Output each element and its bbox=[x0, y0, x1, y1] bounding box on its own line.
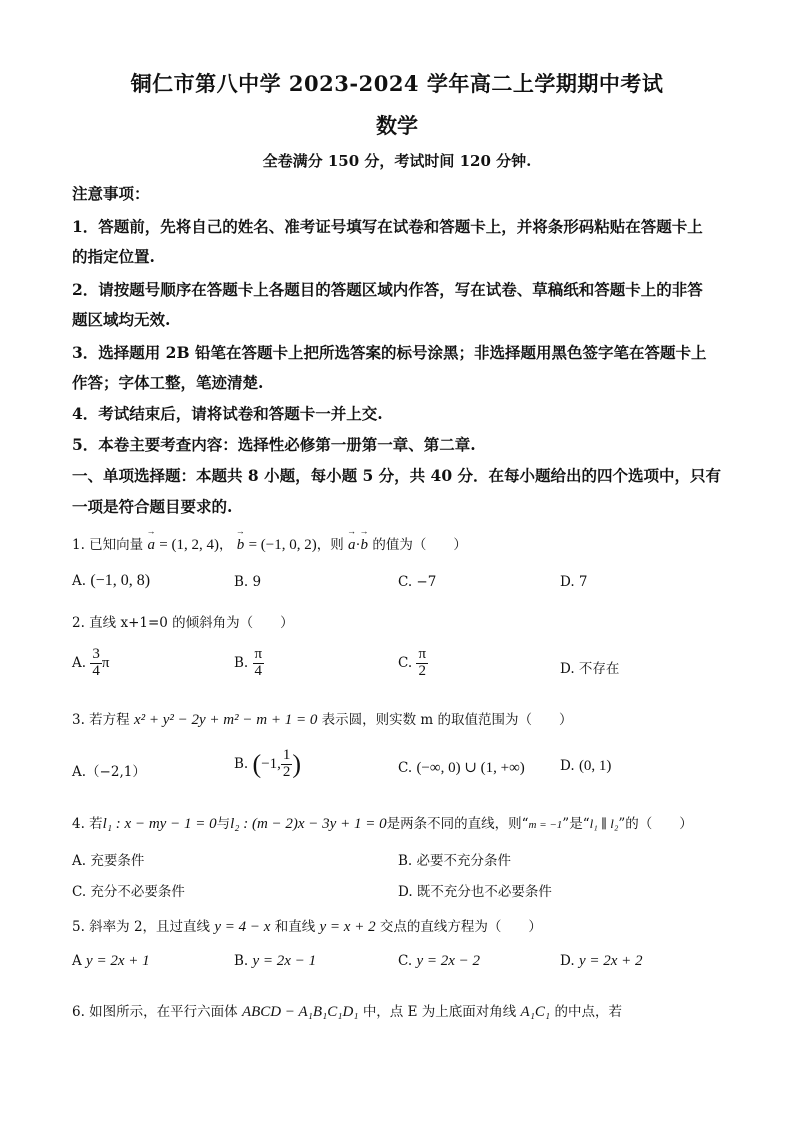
q4-condition: m = −1 bbox=[528, 819, 563, 831]
q1-option-a-value: (−1, 0, 8) bbox=[90, 572, 151, 589]
exam-title: 铜仁市第八中学 2023-2024 学年高二上学期期中考试 bbox=[130, 71, 664, 96]
note-line: 作答；字体工整，笔迹清楚. bbox=[72, 373, 264, 392]
q2-option-d: D. 不存在 bbox=[560, 661, 620, 677]
note-line: 的指定位置. bbox=[72, 247, 155, 266]
q6-mid-text: 中，点 E 为上底面对角线 bbox=[362, 1004, 517, 1020]
q5-option-b-value: y = 2x − 1 bbox=[252, 953, 317, 969]
vector-b-value: = (−1, 0, 2) bbox=[248, 537, 317, 553]
q5-option-d-label: D. bbox=[560, 953, 575, 969]
dot-product-a: → a bbox=[348, 537, 356, 554]
q5-connector: 和直线 bbox=[274, 919, 316, 935]
vector-a: → a bbox=[147, 537, 155, 554]
fraction: $\frac{\pi}{4}$ bbox=[254, 646, 263, 679]
exam-info: 全卷满分 150 分，考试时间 120 分钟. bbox=[262, 152, 532, 170]
q5-option-b-label: B. bbox=[234, 953, 249, 969]
section-heading: 一、单项选择题：本题共 8 小题，每小题 5 分，共 40 分．在每小题给出的四个选项中，只有 bbox=[72, 466, 722, 485]
q1-option-a bbox=[72, 572, 150, 590]
q5-option-a bbox=[72, 953, 150, 970]
q3-option-d bbox=[560, 758, 611, 775]
diagonal-name: A₁C₁ bbox=[520, 1004, 551, 1020]
section-heading-cont: 一项是符合题目要求的. bbox=[72, 497, 233, 516]
q4-connector: 与 bbox=[216, 816, 231, 832]
q4-prefix: 4. 若 bbox=[72, 816, 103, 832]
q1-prefix: 1. 已知向量 bbox=[72, 537, 144, 553]
q2-option-c-label: C. bbox=[398, 654, 413, 671]
note-line: 2．请按题号顺序在答题卡上各题目的答题区域内作答，写在试卷、草稿纸和答题卡上的非答 bbox=[72, 280, 703, 299]
q3-suffix: 表示圆，则实数 m 的取值范围为（ ） bbox=[321, 712, 573, 728]
dot-operator: · bbox=[355, 537, 361, 553]
q5-option-a-value: y = 2x + 1 bbox=[86, 953, 150, 969]
q5-option-a-label: A bbox=[72, 953, 82, 969]
q3-option-c bbox=[398, 758, 525, 777]
fraction: $\frac{3}{4}$ bbox=[92, 646, 100, 679]
fraction: $\frac{1}{2}$ bbox=[282, 747, 291, 780]
vector-a-value: = (1, 2, 4) bbox=[159, 537, 219, 553]
question-3 bbox=[72, 708, 573, 729]
line-equation-2: y = x + 2 bbox=[319, 919, 376, 935]
parallel-condition: l₁ ∥ l₂ bbox=[589, 816, 619, 831]
question-5 bbox=[72, 915, 542, 936]
q3-option-a: A.（−2,1） bbox=[72, 764, 146, 780]
q2-option-c bbox=[398, 647, 428, 680]
note-line: 5．本卷主要考查内容：选择性必修第一册第一章、第二章. bbox=[72, 435, 476, 454]
q5-option-d-value: y = 2x + 2 bbox=[578, 953, 643, 969]
notes-heading: 注意事项： bbox=[72, 184, 150, 203]
question-1: 1. 已知向量 → a = (1, 2, 4)， → b = (−1, 0, 2)，则 → a·→ b 的值为（ ） bbox=[72, 533, 467, 554]
q3-prefix: 3. 若方程 bbox=[72, 712, 130, 728]
q3-option-d-label: D. bbox=[560, 758, 575, 774]
line-l2-equation: l₂ : (m − 2)x − 3y + 1 = 0 bbox=[230, 816, 387, 832]
fraction: $\frac{\pi}{2}$ bbox=[418, 646, 427, 679]
q2-option-b-label: B. bbox=[234, 654, 249, 671]
q6-prefix: 6. 如图所示，在平行六面体 bbox=[72, 1004, 238, 1020]
question-6 bbox=[72, 1000, 622, 1021]
right-paren: ) bbox=[292, 749, 302, 779]
q5-option-c-value: y = 2x − 2 bbox=[416, 953, 480, 969]
subject-title: 数学 bbox=[376, 113, 418, 138]
q6-suffix: 的中点，若 bbox=[554, 1004, 622, 1020]
q2-option-b bbox=[234, 647, 264, 680]
q1-option-d: D. 7 bbox=[560, 574, 588, 590]
q3-option-d-value: (0, 1) bbox=[578, 758, 612, 774]
note-line: 4．考试结束后，请将试卷和答题卡一并上交. bbox=[72, 404, 383, 423]
q4-mid-text: 是两条不同的直线，则“ bbox=[386, 816, 529, 832]
q2-option-a bbox=[72, 647, 109, 680]
parallelepiped-name: ABCD − A₁B₁C₁D₁ bbox=[241, 1004, 359, 1020]
q3-option-c-value: (−∞, 0) ∪ (1, +∞) bbox=[416, 760, 525, 776]
q3-option-b-label: B. bbox=[234, 755, 249, 772]
q1-mid: ，则 bbox=[316, 537, 344, 553]
left-paren: ( bbox=[252, 749, 262, 779]
q1-suffix: 的值为（ ） bbox=[372, 537, 467, 553]
q1-option-b: B. 9 bbox=[234, 574, 262, 590]
line-l1-equation: l₁ : x − my − 1 = 0 bbox=[102, 816, 217, 832]
q5-option-d bbox=[560, 953, 643, 970]
note-line: 题区域均无效. bbox=[72, 310, 171, 329]
pi-symbol: π bbox=[101, 654, 110, 671]
q4-option-b: B. 必要不充分条件 bbox=[398, 853, 512, 869]
q3-option-c-label: C. bbox=[398, 760, 413, 776]
note-line: 1．答题前，先将自己的姓名、准考证号填写在试卷和答题卡上，并将条形码粘贴在答题卡上 bbox=[72, 217, 703, 236]
note-line: 3．选择题用 2B 铅笔在答题卡上把所选答案的标号涂黑；非选择题用黑色签字笔在答题卡上 bbox=[72, 343, 707, 362]
q4-option-c: C. 充分不必要条件 bbox=[72, 884, 185, 900]
q5-option-b bbox=[234, 953, 316, 970]
q5-prefix: 5. 斜率为 2，且过直线 bbox=[72, 919, 211, 935]
q5-option-c-label: C. bbox=[398, 953, 413, 969]
q4-option-a: A. 充要条件 bbox=[72, 853, 145, 869]
q5-suffix: 交点的直线方程为（ ） bbox=[379, 919, 542, 935]
vector-b: → b bbox=[237, 537, 245, 554]
dot-product-b: → b bbox=[361, 537, 369, 554]
q4-mid-text-2: ”是“ bbox=[562, 816, 590, 832]
q4-option-d: D. 既不充分也不必要条件 bbox=[398, 884, 552, 900]
line-equation-1: y = 4 − x bbox=[214, 919, 271, 935]
q4-suffix: ”的（ ） bbox=[618, 816, 693, 832]
interval-start: −1, bbox=[261, 755, 281, 772]
q5-option-c bbox=[398, 953, 480, 970]
q2-option-a-label: A. bbox=[72, 654, 87, 671]
question-2: 2. 直线 x+1=0 的倾斜角为（ ） bbox=[72, 615, 294, 631]
question-4 bbox=[72, 812, 693, 833]
q1-option-c: C. −7 bbox=[398, 574, 437, 590]
q3-option-b bbox=[234, 748, 301, 781]
circle-equation: x² + y² − 2y + m² − m + 1 = 0 bbox=[133, 712, 318, 728]
q1-option-a-label: A. bbox=[72, 573, 87, 589]
